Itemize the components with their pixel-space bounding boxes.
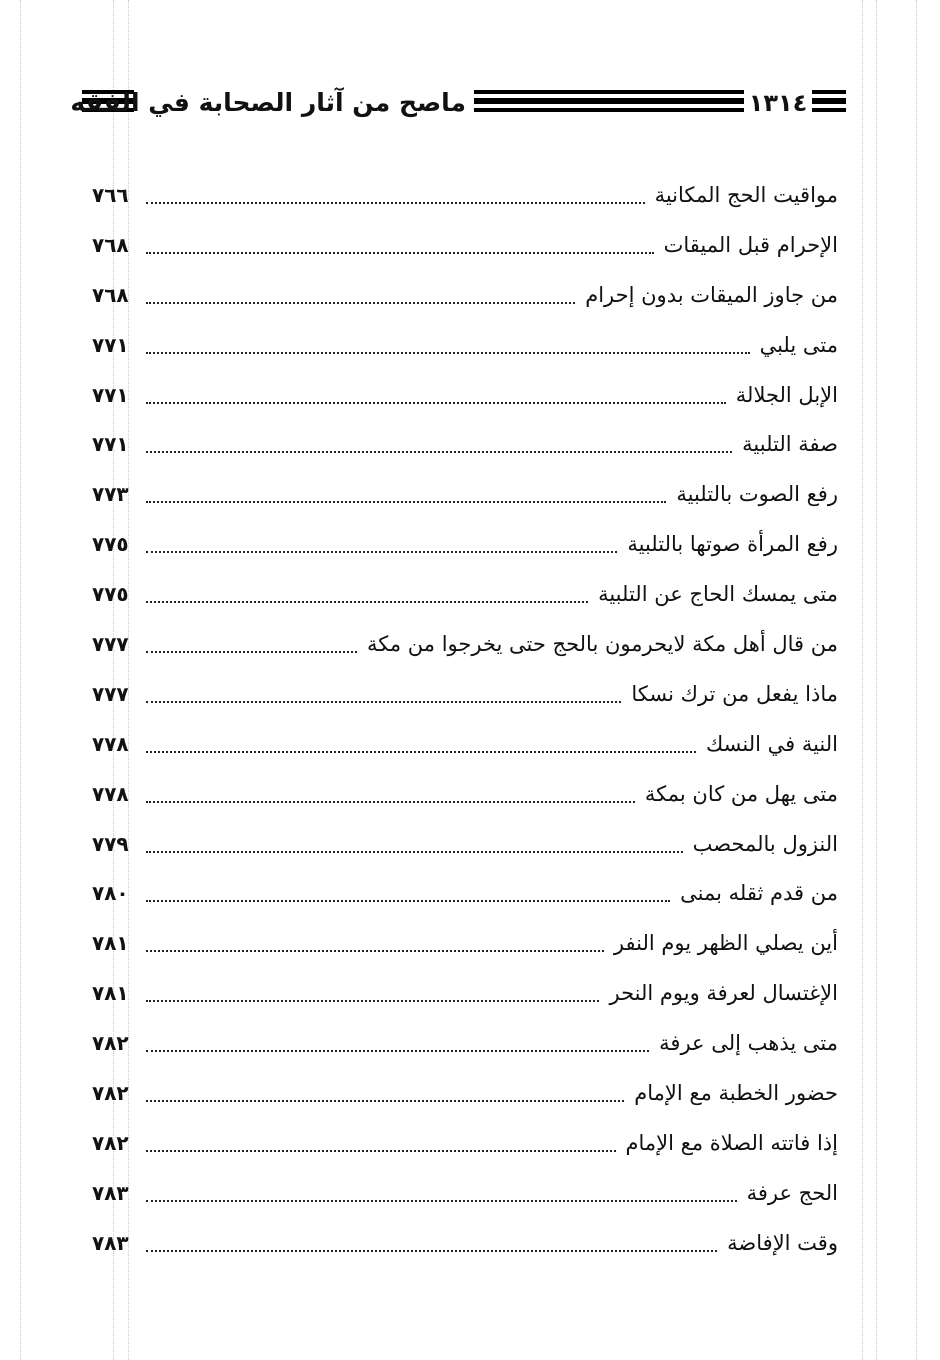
toc-entry-page: ٧٦٨ [92,282,129,307]
toc-entry-page: ٧٨٣ [92,1180,129,1205]
toc-dot-leader [146,451,732,453]
toc-entry-page: ٧٧١ [92,432,129,457]
table-of-contents [92,170,838,1268]
toc-entry [92,669,838,719]
scan-guide-line [876,0,877,1360]
toc-entry-page: ٧٧٣ [92,482,129,507]
toc-dot-leader [146,801,635,803]
toc-entry [92,569,838,619]
toc-entry-title: الإبل الجلالة [735,382,838,407]
toc-entry [92,270,838,320]
toc-entry-title: إذا فاتته الصلاة مع الإمام [625,1130,838,1155]
toc-dot-leader [146,302,575,304]
toc-entry-page: ٧٧٧ [92,631,129,656]
toc-entry-title: ماذا يفعل من ترك نسكا [631,681,838,706]
toc-dot-leader [146,851,683,853]
toc-entry [92,370,838,420]
toc-entry-page: ٧٧٩ [92,831,129,856]
toc-dot-leader [146,1100,624,1102]
toc-entry-title: الحج عرفة [746,1180,838,1205]
toc-entry [92,220,838,270]
toc-entry-page: ٧٧١ [92,332,129,357]
toc-dot-leader [146,252,654,254]
toc-entry-title: النية في النسك [705,731,838,756]
toc-dot-leader [146,651,357,653]
toc-dot-leader [146,950,604,952]
toc-entry-page: ٧٧١ [92,382,129,407]
toc-entry-title: متى يمسك الحاج عن التلبية [598,582,838,607]
toc-entry-page: ٧٨١ [92,981,129,1006]
header-title: ماصح من آثار الصحابة في الفقه [70,88,466,117]
toc-entry-page: ٧٦٦ [92,182,129,207]
toc-entry [92,1218,838,1268]
toc-entry-title: رفع الصوت بالتلبية [676,482,838,507]
toc-entry [92,1168,838,1218]
toc-entry-page: ٧٧٥ [92,532,129,557]
toc-entry [92,968,838,1018]
toc-entry-title: صفة التلبية [742,432,838,457]
toc-entry [92,868,838,918]
toc-entry [92,1018,838,1068]
toc-dot-leader [146,1050,649,1052]
toc-entry-title: من قدم ثقله بمنى [680,881,838,906]
toc-dot-leader [146,352,750,354]
toc-entry-page: ٧٨٢ [92,1130,129,1155]
toc-entry-page: ٧٧٧ [92,681,129,706]
toc-entry-title: الإغتسال لعرفة ويوم النحر [609,981,838,1006]
toc-entry [92,719,838,769]
toc-entry [92,769,838,819]
toc-dot-leader [146,751,696,753]
toc-dot-leader [146,202,645,204]
header-rule-right [808,90,846,116]
toc-dot-leader [146,1250,717,1252]
toc-entry-page: ٧٨٣ [92,1230,129,1255]
toc-entry [92,419,838,469]
toc-dot-leader [146,900,670,902]
scan-guide-line [20,0,21,1360]
toc-entry [92,619,838,669]
toc-dot-leader [146,1150,616,1152]
toc-entry [92,469,838,519]
toc-dot-leader [146,402,726,404]
toc-dot-leader [146,1000,599,1002]
toc-entry-title: حضور الخطبة مع الإمام [634,1080,838,1105]
toc-entry-page: ٧٧٨ [92,731,129,756]
toc-entry-title: متى يلبي [759,332,838,357]
toc-entry-title: أين يصلي الظهر يوم النفر [613,931,838,956]
toc-entry-page: ٧٨٠ [92,881,129,906]
toc-dot-leader [146,1200,737,1202]
toc-entry-title: متى يذهب إلى عرفة [659,1031,838,1056]
header-page-number: ١٣١٤ [744,84,812,122]
toc-entry [92,819,838,869]
toc-entry-page: ٧٦٨ [92,232,129,257]
toc-entry-page: ٧٨٢ [92,1080,129,1105]
toc-dot-leader [146,701,621,703]
toc-dot-leader [146,551,617,553]
toc-dot-leader [146,501,666,503]
toc-entry-page: ٧٨٢ [92,1031,129,1056]
toc-entry-title: الإحرام قبل الميقات [663,232,838,257]
running-header [70,82,848,124]
toc-entry [92,1068,838,1118]
toc-entry-title: وقت الإفاضة [727,1230,838,1255]
toc-entry [92,519,838,569]
toc-entry [92,1118,838,1168]
toc-entry-title: متى يهل من كان بمكة [644,781,838,806]
toc-entry-title: النزول بالمحصب [692,831,838,856]
toc-entry [92,320,838,370]
toc-entry-page: ٧٨١ [92,931,129,956]
scan-guide-line [862,0,863,1360]
toc-entry-page: ٧٧٥ [92,582,129,607]
toc-entry-title: رفع المرأة صوتها بالتلبية [627,532,838,557]
toc-entry-title: من جاوز الميقات بدون إحرام [585,282,838,307]
toc-entry-title: مواقيت الحج المكانية [654,182,838,207]
toc-entry-title: من قال أهل مكة لايحرمون بالحج حتى يخرجوا من مكة [367,631,838,656]
toc-entry [92,170,838,220]
toc-dot-leader [146,601,588,603]
toc-entry-page: ٧٧٨ [92,781,129,806]
toc-entry [92,918,838,968]
scan-guide-line [916,0,917,1360]
